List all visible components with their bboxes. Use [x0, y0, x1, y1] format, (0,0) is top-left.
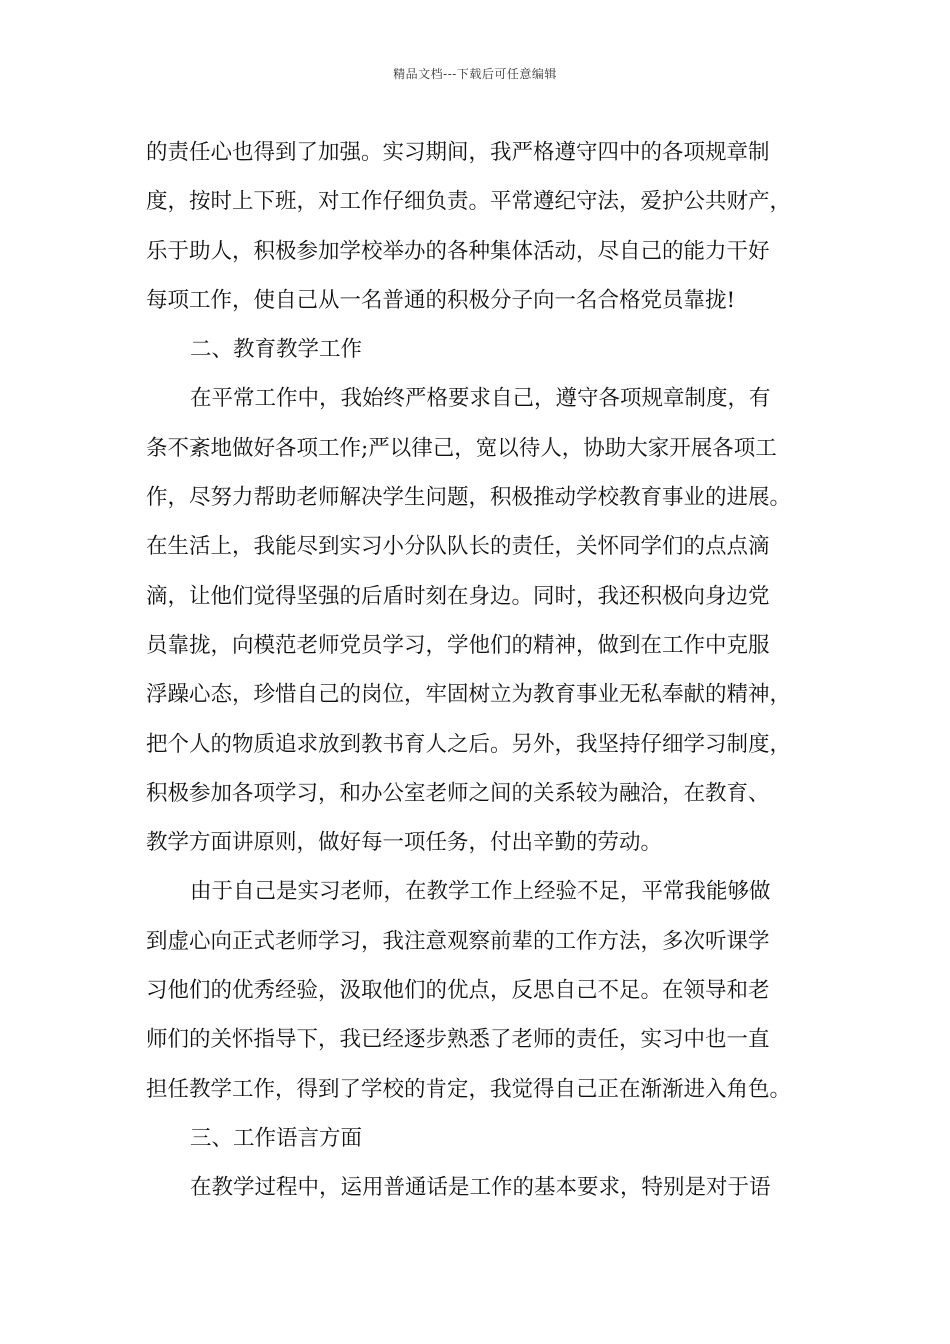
text-line: 乐于助人，积极参加学校举办的各种集体活动，尽自己的能力干好: [146, 238, 770, 264]
text-line: 习他们的优秀经验，汲取他们的优点，反思自己不足。在领导和老: [146, 978, 770, 1004]
text-line: 担任教学工作，得到了学校的肯定，我觉得自己正在渐渐进入角色。: [146, 1076, 792, 1102]
text-line: 的责任心也得到了加强。实习期间，我严格遵守四中的各项规章制: [146, 140, 770, 165]
text-line: 由于自己是实习老师，在教学工作上经验不足，平常我能够做: [190, 879, 771, 905]
text-line: 到虚心向正式老师学习，我注意观察前辈的工作方法，多次听课学: [146, 928, 770, 954]
text-line: 积极参加各项学习，和办公室老师之间的关系较为融洽，在教育、: [146, 780, 770, 806]
text-line: 在平常工作中，我始终严格要求自己，遵守各项规章制度，有: [190, 386, 771, 412]
text-line: 把个人的物质追求放到教书育人之后。另外，我坚持仔细学习制度，: [146, 731, 792, 757]
section-heading-language: 三、工作语言方面: [190, 1125, 363, 1151]
text-line: 度，按时上下班，对工作仔细负责。平常遵纪守法，爱护公共财产，: [146, 189, 792, 215]
text-line: 每项工作，使自己从一名普通的积极分子向一名合格党员靠拢!: [146, 287, 736, 313]
page-header: 精品文档---下载后可任意编辑: [393, 67, 557, 81]
text-line: 师们的关怀指导下，我已经逐步熟悉了老师的责任，实习中也一直: [146, 1027, 770, 1053]
text-line: 员靠拢，向模范老师党员学习，学他们的精神，做到在工作中克服: [146, 632, 770, 658]
text-line: 教学方面讲原则，做好每一项任务，付出辛勤的劳动。: [146, 830, 663, 856]
text-line: 条不紊地做好各项工作;严以律己，宽以待人，协助大家开展各项工: [146, 435, 777, 461]
text-line: 作，尽努力帮助老师解决学生问题，积极推动学校教育事业的进展。: [146, 485, 792, 511]
text-line: 在教学过程中，运用普通话是工作的基本要求，特别是对于语: [190, 1175, 771, 1201]
section-heading-education: 二、教育教学工作: [190, 337, 363, 363]
text-line: 滴，让他们觉得坚强的后盾时刻在身边。同时，我还积极向身边党: [146, 583, 770, 609]
text-line: 浮躁心态，珍惜自己的岗位，牢固树立为教育事业无私奉献的精神，: [146, 682, 792, 708]
text-line: 在生活上，我能尽到实习小分队队长的责任，关怀同学们的点点滴: [146, 534, 770, 560]
document-body: [146, 128, 826, 1213]
